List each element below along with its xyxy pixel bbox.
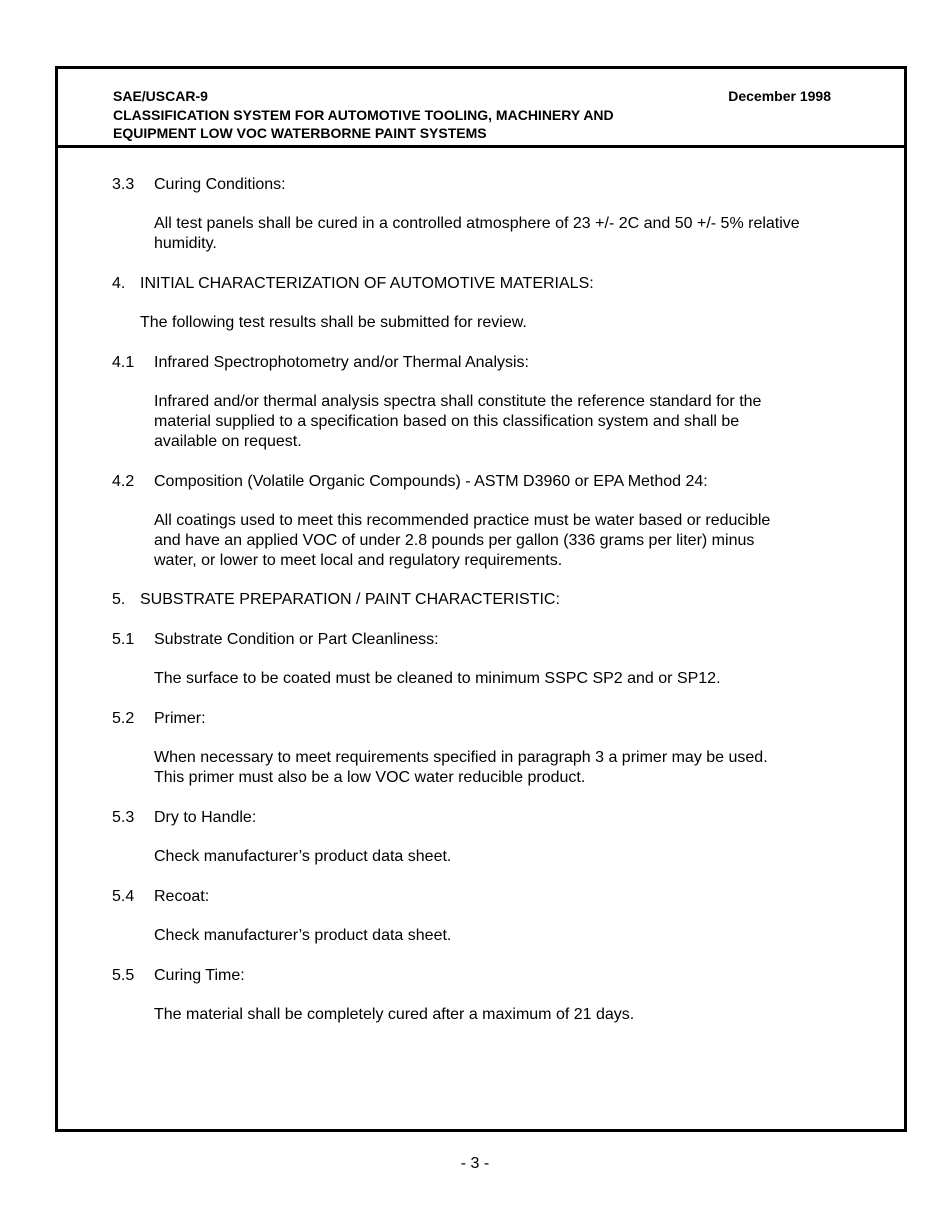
section-number: 4.2 xyxy=(112,473,135,490)
section-title: Infrared Spectrophotometry and/or Thermal Analysis: xyxy=(154,354,529,371)
body-line: This primer must also be a low VOC water reducible product. xyxy=(154,769,586,786)
section-body-4-1 xyxy=(154,392,761,452)
section-body-5-4 xyxy=(154,926,451,946)
section-heading-5 xyxy=(112,590,560,610)
body-line: water, or lower to meet local and regulatory requirements. xyxy=(154,552,563,569)
section-number: 5.4 xyxy=(112,888,135,905)
section-title: Curing Conditions: xyxy=(154,176,286,193)
body-line: material supplied to a specification based on this classification system and shall be xyxy=(154,413,740,430)
section-title: Substrate Condition or Part Cleanliness: xyxy=(154,631,439,648)
section-heading-4-2 xyxy=(112,472,708,492)
section-number: 5.2 xyxy=(112,710,135,727)
body-line: available on request. xyxy=(154,433,302,450)
section-number: 4.1 xyxy=(112,354,135,371)
section-heading-5-1 xyxy=(112,630,439,650)
body-line: All coatings used to meet this recommended practice must be water based or reducible xyxy=(154,512,771,529)
body-line: When necessary to meet requirements specified in paragraph 3 a primer may be used. xyxy=(154,749,768,766)
body-line: Check manufacturer’s product data sheet. xyxy=(154,848,452,865)
section-body-5-3 xyxy=(154,847,451,867)
section-body-5-5 xyxy=(154,1005,634,1025)
doc-title-line-1: CLASSIFICATION SYSTEM FOR AUTOMOTIVE TOOLING, MACHINERY AND xyxy=(113,107,614,123)
section-number: 3.3 xyxy=(112,176,135,193)
section-body-3-3 xyxy=(154,214,800,254)
section-number: 5.1 xyxy=(112,631,135,648)
body-line: All test panels shall be cured in a controlled atmosphere of 23 +/- 2C and 50 +/- 5% relative xyxy=(154,215,800,232)
document-header xyxy=(58,69,904,148)
body-line: The material shall be completely cured after a maximum of 21 days. xyxy=(154,1006,635,1023)
section-title: Recoat: xyxy=(154,888,210,905)
section-number: 5. xyxy=(112,591,126,608)
doc-date: December 1998 xyxy=(728,88,831,104)
body-line: humidity. xyxy=(154,235,217,252)
section-heading-5-4 xyxy=(112,887,210,907)
page-number: - 3 - xyxy=(460,1155,490,1172)
section-body-5-1 xyxy=(154,669,721,689)
doc-title-line-2: EQUIPMENT LOW VOC WATERBORNE PAINT SYSTEMS xyxy=(113,125,487,141)
doc-id: SAE/USCAR-9 xyxy=(113,88,208,104)
section-title: Dry to Handle: xyxy=(154,809,257,826)
body-line: and have an applied VOC of under 2.8 pounds per gallon (336 grams per liter) minus xyxy=(154,532,755,549)
section-heading-3-3 xyxy=(112,175,286,195)
section-title: Curing Time: xyxy=(154,967,245,984)
section-title: INITIAL CHARACTERIZATION OF AUTOMOTIVE MATERIALS: xyxy=(140,275,594,292)
body-line: The following test results shall be submitted for review. xyxy=(140,314,527,331)
body-line: The surface to be coated must be cleaned to minimum SSPC SP2 and or SP12. xyxy=(154,670,721,687)
section-title: SUBSTRATE PREPARATION / PAINT CHARACTERISTIC: xyxy=(140,591,560,608)
section-body-4-2 xyxy=(154,511,770,571)
section-heading-5-2 xyxy=(112,709,206,729)
section-body-5-2 xyxy=(154,748,768,788)
section-heading-5-3 xyxy=(112,808,257,828)
body-line: Check manufacturer’s product data sheet. xyxy=(154,927,452,944)
section-body-4 xyxy=(140,313,527,333)
section-number: 5.3 xyxy=(112,809,135,826)
section-heading-4-1 xyxy=(112,353,529,373)
body-line: Infrared and/or thermal analysis spectra shall constitute the reference standard for the xyxy=(154,393,762,410)
section-number: 4. xyxy=(112,275,126,292)
section-title: Primer: xyxy=(154,710,206,727)
section-number: 5.5 xyxy=(112,967,135,984)
section-heading-4 xyxy=(112,274,594,294)
section-heading-5-5 xyxy=(112,966,245,986)
section-title: Composition (Volatile Organic Compounds) - ASTM D3960 or EPA Method 24: xyxy=(154,473,708,490)
